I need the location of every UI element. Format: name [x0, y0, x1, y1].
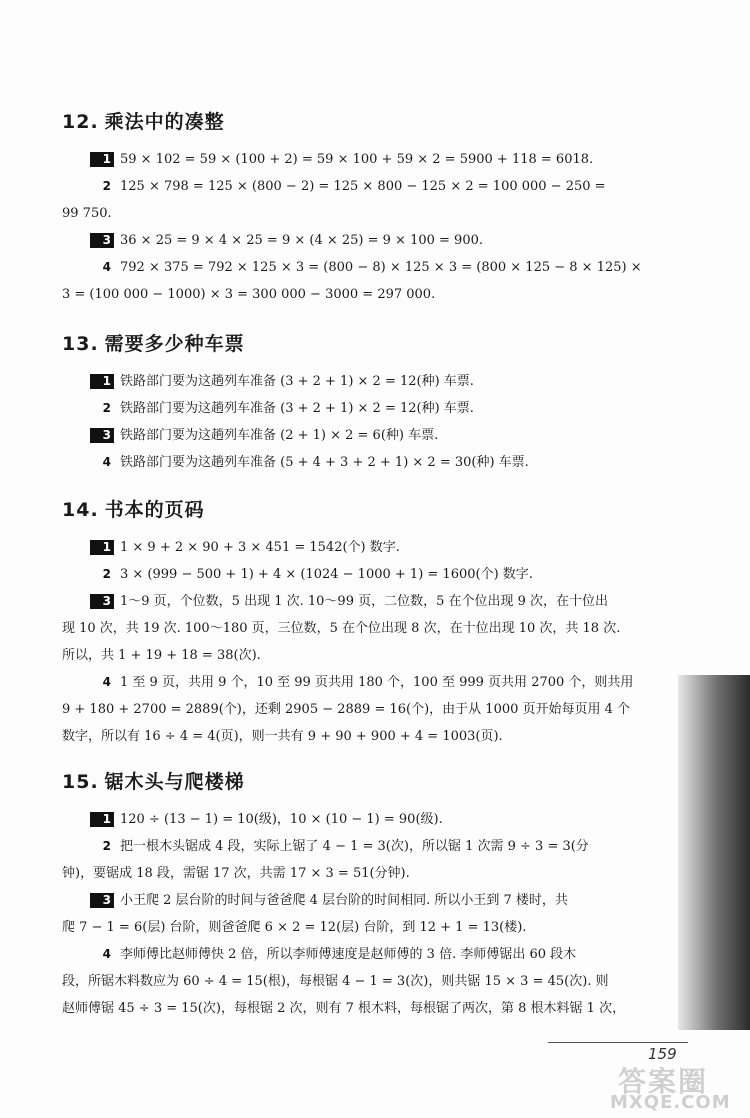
answer-badge: 4	[102, 947, 111, 961]
answer-text: 1～9 页，个位数，5 出现 1 次. 10～99 页，二位数，5 在个位出现 9 次，在十位出	[120, 594, 609, 609]
answer-badge: 2	[102, 567, 111, 581]
answer-item	[62, 368, 662, 395]
answer-badge: 1	[90, 374, 114, 389]
answer-text-continued: 现 10 次，共 19 次. 100～180 页，三位数，5 在个位出现 8 次，在十位出现 10 次，共 18 次.	[62, 621, 621, 636]
answer-text-continued: 赵师傅锯 45 ÷ 3 = 15(次)，每根锯 2 次，则有 7 根木料，每根锯了两次，第 8 根木料锯 1 次，	[62, 1001, 626, 1016]
answer-item	[62, 395, 662, 422]
answer-text-continued: 3 = (100 000 − 1000) × 3 = 300 000 − 3000 = 297 000.	[62, 287, 436, 302]
section-number: 12.	[62, 111, 99, 133]
section-number: 15.	[62, 771, 99, 793]
answer-item	[62, 534, 662, 561]
section-13	[62, 330, 662, 476]
answer-text: 36 × 25 = 9 × 4 × 25 = 9 × (4 × 25) = 9 × 100 = 900.	[120, 233, 483, 248]
answer-item	[62, 669, 662, 750]
answer-item	[62, 254, 662, 308]
answer-badge: 1	[90, 812, 114, 827]
section-heading	[62, 330, 662, 358]
answer-text-continued: 9 + 180 + 2700 = 2889(个)，还剩 2905 − 2889 = 16(个)，由于从 1000 页开始每页用 4 个	[62, 702, 631, 717]
answer-text: 把一根木头锯成 4 段，实际上锯了 4 − 1 = 3(次)，所以锯 1 次需 9 ÷ 3 = 3(分	[120, 839, 589, 854]
answer-text: 铁路部门要为这趟列车准备 (2 + 1) × 2 = 6(种) 车票.	[120, 428, 439, 443]
answer-item	[62, 941, 662, 1022]
answer-text-continued: 段，所锯木料数应为 60 ÷ 4 = 15(根)，每根锯 4 − 1 = 3(次)，则共锯 15 × 3 = 45(次). 则	[62, 974, 609, 989]
answer-badge: 3	[90, 233, 114, 248]
answer-badge: 2	[102, 839, 111, 853]
section-14	[62, 496, 662, 750]
section-number: 13.	[62, 333, 99, 355]
answer-text: 铁路部门要为这趟列车准备 (5 + 4 + 3 + 2 + 1) × 2 = 30(种) 车票.	[120, 455, 529, 470]
answer-badge: 4	[102, 675, 111, 689]
answer-badge: 2	[102, 179, 111, 193]
answer-item	[62, 146, 662, 173]
answer-text: 3 × (999 − 500 + 1) + 4 × (1024 − 1000 + 1) = 1600(个) 数字.	[120, 567, 533, 582]
answer-text-continued: 爬 7 − 1 = 6(层) 台阶，则爸爸爬 6 × 2 = 12(层) 台阶，到 12 + 1 = 13(楼).	[62, 920, 527, 935]
answer-badge: 4	[102, 260, 111, 274]
answer-item	[62, 887, 662, 941]
answer-item	[62, 588, 662, 669]
section-heading	[62, 496, 662, 524]
answer-item	[62, 833, 662, 887]
answer-badge: 2	[102, 401, 111, 415]
section-15	[62, 768, 662, 1022]
footer-rule	[548, 1042, 688, 1043]
answer-badge: 3	[90, 594, 114, 609]
answer-item	[62, 422, 662, 449]
section-title: 乘法中的凑整	[104, 111, 225, 133]
answer-text: 小王爬 2 层台阶的时间与爸爸爬 4 层台阶的时间相同. 所以小王到 7 楼时，共	[120, 893, 568, 908]
answer-text-continued: 钟)，要锯成 18 段，需锯 17 次，共需 17 × 3 = 51(分钟).	[62, 866, 410, 881]
answer-text: 1 至 9 页，共用 9 个，10 至 99 页共用 180 个，100 至 999 页共用 2700 个，则共用	[120, 675, 634, 690]
section-title: 锯木头与爬楼梯	[104, 771, 245, 793]
answer-text-continued: 数字，所以有 16 ÷ 4 = 4(页)，则一共有 9 + 90 + 900 + 4 = 1003(页).	[62, 729, 503, 744]
answer-text: 125 × 798 = 125 × (800 − 2) = 125 × 800 − 125 × 2 = 100 000 − 250 =	[120, 179, 606, 194]
answer-item	[62, 173, 662, 227]
answer-text: 铁路部门要为这趟列车准备 (3 + 2 + 1) × 2 = 12(种) 车票.	[120, 374, 474, 389]
answer-item	[62, 227, 662, 254]
watermark-text: 答案圈	[618, 1065, 709, 1098]
page-number: 159	[648, 1045, 677, 1063]
section-number: 14.	[62, 499, 99, 521]
answer-badge: 3	[90, 428, 114, 443]
answer-text: 铁路部门要为这趟列车准备 (3 + 2 + 1) × 2 = 12(种) 车票.	[120, 401, 474, 416]
answer-text: 59 × 102 = 59 × (100 + 2) = 59 × 100 + 59 × 2 = 5900 + 118 = 6018.	[120, 152, 594, 167]
section-heading	[62, 108, 662, 136]
section-title: 书本的页码	[104, 499, 205, 521]
section-12	[62, 108, 662, 308]
answer-badge: 3	[90, 893, 114, 908]
answer-text: 1 × 9 + 2 × 90 + 3 × 451 = 1542(个) 数字.	[120, 540, 400, 555]
answer-badge: 1	[90, 152, 114, 167]
answer-text: 李师傅比赵师傅快 2 倍，所以李师傅速度是赵师傅的 3 倍. 李师傅锯出 60 段木	[120, 947, 577, 962]
watermark-url: MXQE.COM	[610, 1092, 731, 1113]
section-heading	[62, 768, 662, 796]
answer-item	[62, 806, 662, 833]
answer-badge: 1	[90, 540, 114, 555]
answer-item	[62, 561, 662, 588]
answer-badge: 4	[102, 455, 111, 469]
page-edge-shadow	[678, 675, 750, 1030]
answer-text: 120 ÷ (13 − 1) = 10(级)，10 × (10 − 1) = 90(级).	[120, 812, 443, 827]
answer-item	[62, 449, 662, 476]
answer-text-continued: 所以，共 1 + 19 + 18 = 38(次).	[62, 648, 261, 663]
answer-text: 792 × 375 = 792 × 125 × 3 = (800 − 8) × 125 × 3 = (800 × 125 − 8 × 125) ×	[120, 260, 642, 275]
watermark-logo	[610, 1060, 750, 1118]
answer-text-continued: 99 750.	[62, 206, 112, 221]
section-title: 需要多少种车票	[104, 333, 245, 355]
